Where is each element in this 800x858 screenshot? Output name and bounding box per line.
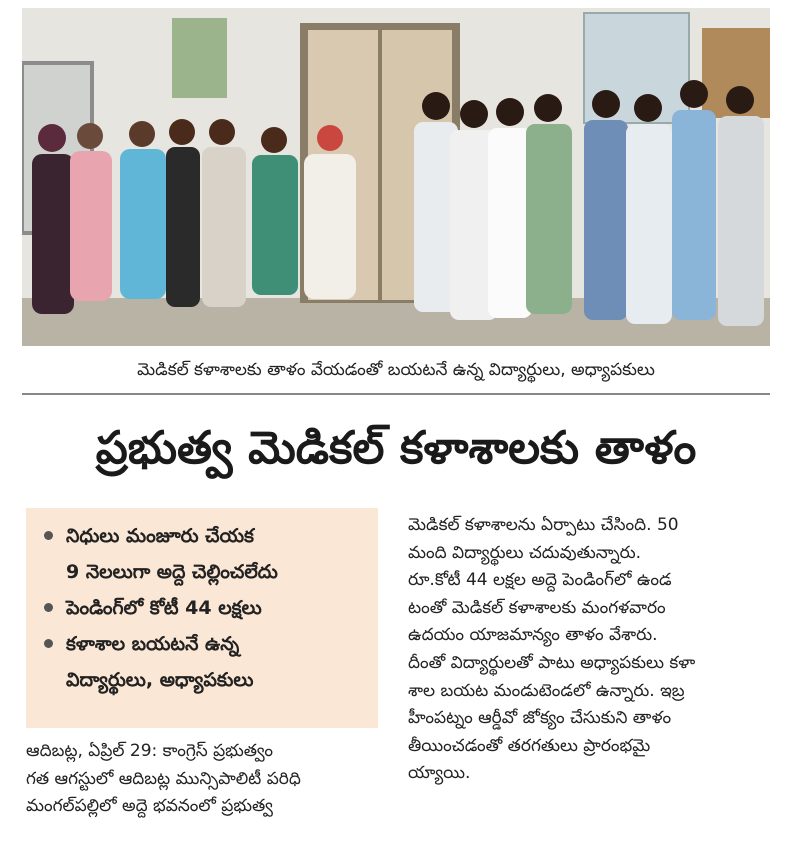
section-divider	[22, 393, 770, 395]
article-line: య్యాయి.	[408, 763, 471, 784]
article-column-left	[26, 738, 382, 821]
article-line: మంగల్‌పల్లిలో అద్దె భవనంలో ప్రభుత్వ	[26, 796, 273, 817]
highlight-line: పెండింగ్‌లో కోటీ 44 లక్షలు	[66, 597, 262, 619]
highlight-line: 9 నెలలుగా అద్దె చెల్లించలేదు	[66, 561, 278, 583]
highlight-item	[40, 518, 368, 590]
article-line: దీంతో విద్యార్థులతో పాటు అధ్యాపకులు కళా	[408, 652, 696, 673]
highlight-line: విద్యార్థులు, అధ్యాపకులు	[66, 669, 254, 691]
highlight-item	[40, 590, 368, 626]
bullet-icon	[44, 531, 53, 540]
bullet-icon	[44, 603, 53, 612]
bullet-icon	[44, 639, 53, 648]
highlight-item	[40, 626, 368, 698]
article-line: మంది విద్యార్థులు చదువుతున్నారు.	[408, 542, 641, 563]
students-photo-illustration	[22, 8, 770, 346]
highlights-box	[26, 508, 378, 728]
article-line: గత ఆగస్టులో ఆదిబట్ల మున్సిపాలిటీ పరిధి	[26, 768, 301, 789]
article-line: ఉదయం యాజమాన్యం తాళం వేశారు.	[408, 625, 658, 646]
article-line: టంతో మెడికల్ కళాశాలకు మంగళవారం	[408, 597, 666, 618]
article-line: తీయించడంతో తరగతులు ప్రారంభమై	[408, 735, 651, 756]
article-line: హీంపట్నం ఆర్డీవో జోక్యం చేసుకుని తాళం	[408, 708, 672, 729]
photo-caption: మెడికల్ కళాశాలకు తాళం వేయడంతో బయటనే ఉన్న విద్యార్థులు, అధ్యాపకులు	[137, 360, 655, 380]
news-photo	[22, 8, 770, 346]
article-column-right	[408, 512, 772, 788]
highlight-line: నిధులు మంజూరు చేయక	[66, 525, 254, 547]
article-line: శాల బయట మండుటెండలో ఉన్నారు. ఇబ్ర	[408, 680, 685, 701]
photo-tree-window	[172, 18, 227, 98]
article-line: ఆదిబట్ల, ఏప్రిల్ 29: కాంగ్రెస్ ప్రభుత్వం	[26, 741, 273, 761]
highlight-line: కళాశాల బయటనే ఉన్న	[66, 633, 240, 655]
article-line: రూ.కోటీ 44 లక్షల అద్దె పెండింగ్‌లో ఉండ	[408, 570, 672, 591]
headline: ప్రభుత్వ మెడికల్ కళాశాలకు తాళం	[95, 421, 697, 474]
article-line: మెడికల్ కళాశాలను ఏర్పాటు చేసింది. 50	[408, 515, 679, 535]
